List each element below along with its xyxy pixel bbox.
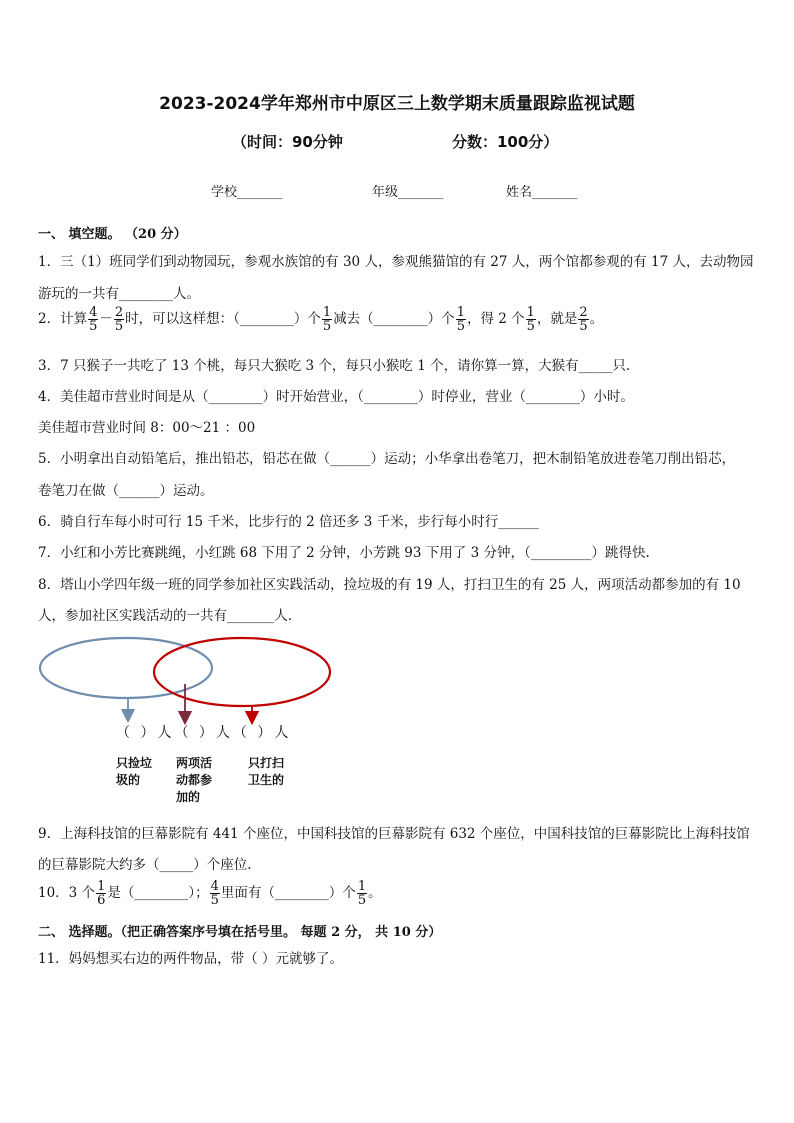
question-7: 7．小红和小芳比赛跳绳，小红跳 68 下用了 2 分钟，小芳跳 93 下用了 3 分钟，（_________）跳得快. xyxy=(38,545,650,561)
name-field[interactable]: 姓名_______ xyxy=(506,185,578,200)
question-9-line1: 9．上海科技馆的巨幕影院有 441 个座位，中国科技馆的巨幕影院有 632 个座位，中国科技馆的巨幕影院比上海科技馆 xyxy=(38,826,750,842)
question-5-line1: 5．小明拿出自动铅笔后，推出铅芯，铅芯在做（______）运动；小华拿出卷笔刀，把木制铅笔放进卷笔刀削出铅芯， xyxy=(38,451,736,467)
fraction: $\frac{1}{6}$ xyxy=(97,879,106,908)
q2-text-1: 2．计算 xyxy=(38,311,88,327)
minus-sign: － xyxy=(99,311,113,327)
fraction: $\frac{1}{5}$ xyxy=(526,305,535,334)
q2-text-5: ，就是 xyxy=(536,311,578,327)
question-2 xyxy=(38,306,603,333)
question-8-line1: 8．塔山小学四年级一班的同学参加社区实践活动，捡垃圾的有 19 人，打扫卫生的有 25 人，两项活动都参加的有 10 xyxy=(38,577,741,593)
question-10 xyxy=(38,880,382,907)
q10-text-2: 是（________）； xyxy=(107,885,209,901)
question-3: 3．7 只猴子一共吃了 13 个桃，每只大猴吃 3 个，每只小猴吃 1 个，请你算一算，大猴有_____只. xyxy=(38,358,631,374)
venn-label-middle: 两项活 动都参 加的 xyxy=(176,756,213,804)
fraction: $\frac{2}{5}$ xyxy=(114,305,124,334)
q10-text-3: 里面有（________）个 xyxy=(220,885,356,901)
q2-text-3: 减去（________）个 xyxy=(333,311,455,327)
school-field[interactable]: 学校_______ xyxy=(211,185,283,200)
q2-text-2: 时，可以这样想：（________）个 xyxy=(125,311,321,327)
question-4-line1: 4．美佳超市营业时间是从（________）时开始营业，（________）时停业，营业（________）小时。 xyxy=(38,389,634,405)
q10-text-4: 。 xyxy=(368,885,382,901)
section-2-title: 二、 选择题。（把正确答案序号填在括号里。 每题 2 分， 共 10 分） xyxy=(38,925,442,940)
exam-time: （时间：90分钟 xyxy=(232,133,343,151)
question-5-line2: 卷笔刀在做（______）运动。 xyxy=(38,483,214,499)
venn-ellipse-right xyxy=(154,638,330,706)
q10-text-1: 10．3 个 xyxy=(38,885,96,901)
question-8-line2: 人，参加社区实践活动的一共有_______人. xyxy=(38,608,293,624)
section-1-title: 一、 填空题。 （20 分） xyxy=(38,227,187,242)
question-6: 6．骑自行车每小时可行 15 千米，比步行的 2 倍还多 3 千米，步行每小时行______ xyxy=(38,514,539,530)
question-9-line2: 的巨幕影院大约多（_____）个座位. xyxy=(38,857,252,873)
fraction: $\frac{1}{5}$ xyxy=(322,305,332,334)
fraction: $\frac{4}{5}$ xyxy=(89,305,98,334)
venn-blanks: （ ）人（ ）人（ ）人 xyxy=(116,725,292,741)
fraction: $\frac{2}{5}$ xyxy=(579,305,588,334)
exam-score: 分数：100分） xyxy=(452,133,559,151)
question-1-line1: 1．三（1）班同学们到动物园玩，参观水族馆的有 30 人，参观熊猫馆的有 27 人，两个馆都参观的有 17 人，去动物园 xyxy=(38,254,754,270)
fraction: $\frac{4}{5}$ xyxy=(210,879,219,908)
fraction: $\frac{1}{5}$ xyxy=(357,879,367,908)
venn-ellipse-left xyxy=(40,638,212,698)
question-4-line2: 美佳超市营业时间 8：00～21 ：00 xyxy=(38,420,256,436)
venn-label-right: 只打扫 卫生的 xyxy=(248,756,285,787)
page-title: 2023-2024学年郑州市中原区三上数学期末质量跟踪监视试题 xyxy=(159,94,635,114)
question-11: 11．妈妈想买右边的两件物品，带（ ）元就够了。 xyxy=(38,951,343,967)
fraction: $\frac{1}{5}$ xyxy=(456,305,465,334)
venn-label-left: 只捡垃 圾的 xyxy=(116,756,153,787)
grade-field[interactable]: 年级_______ xyxy=(372,185,444,200)
q2-text-4: ，得 2 个 xyxy=(466,311,525,327)
q2-text-6: 。 xyxy=(589,311,604,327)
question-1-line2: 游玩的一共有________人。 xyxy=(38,286,200,302)
